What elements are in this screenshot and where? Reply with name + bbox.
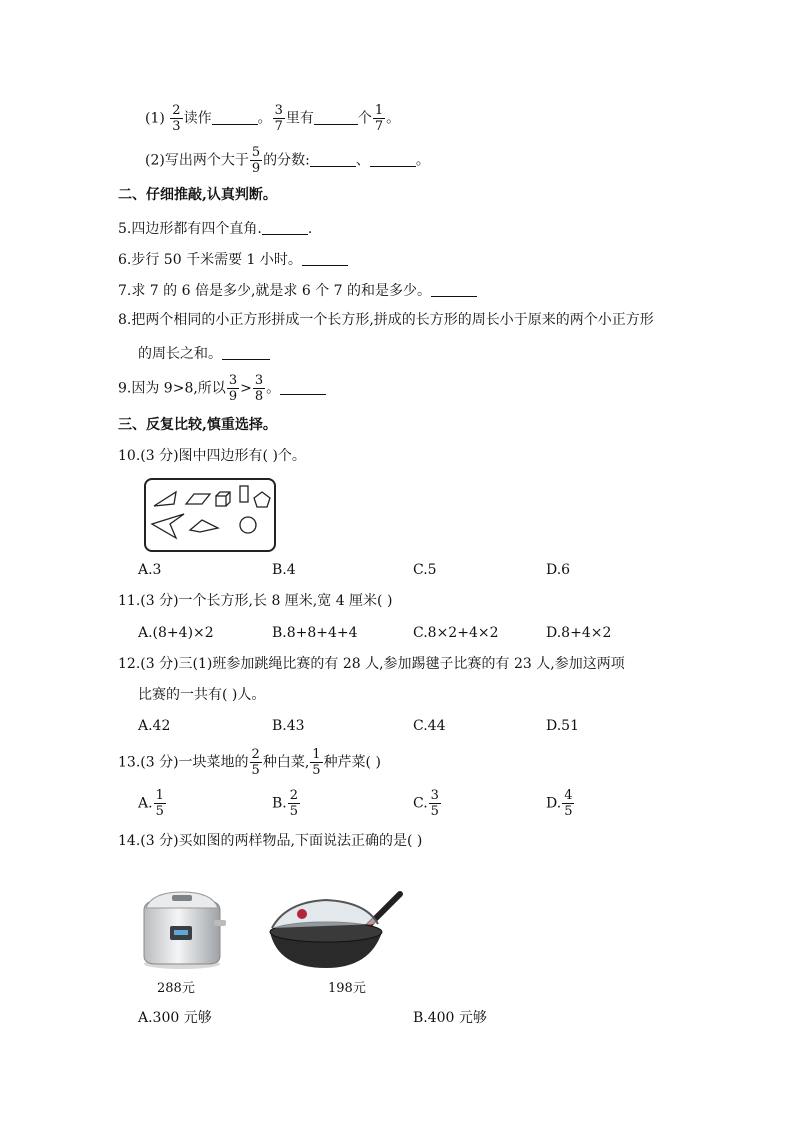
q11-option-b[interactable]: B.8+8+4+4 (272, 625, 358, 641)
question-9: 9.因为 9>8,所以 $\frac{3}{9}$ > $\frac{3}{8}$ 。 (118, 374, 326, 403)
question-14-stem: 14.(3 分)买如图的两样物品,下面说法正确的是( ) (118, 833, 423, 849)
parallelogram-shape (186, 494, 210, 504)
answer-blank[interactable] (262, 220, 308, 235)
concave-quadrilateral-shape (152, 514, 184, 538)
wok-price: 198元 (328, 981, 366, 996)
answer-blank[interactable] (280, 380, 326, 395)
fraction-3-7: $\frac{3}{7}$ (274, 103, 283, 134)
answer-blank[interactable] (370, 152, 416, 167)
fraction-2-5: $\frac{2}{5}$ (251, 747, 260, 778)
answer-blank[interactable] (302, 251, 348, 266)
answer-blank[interactable] (222, 345, 270, 360)
q13-option-d[interactable]: D. $\frac{4}{5}$ (546, 788, 573, 819)
rice-cooker-image (136, 886, 228, 972)
answer-blank[interactable] (310, 152, 356, 167)
q11-option-c[interactable]: C.8×2+4×2 (413, 625, 499, 641)
q13-option-b[interactable]: B. $\frac{2}{5}$ (272, 788, 299, 819)
q12-option-d[interactable]: D.51 (546, 718, 579, 734)
pentagon-shape (254, 492, 270, 507)
q11-option-a[interactable]: A.(8+4)×2 (138, 625, 214, 641)
q12-option-c[interactable]: C.44 (413, 718, 446, 734)
question-6: 6.步行 50 千米需要 1 小时。 (118, 251, 348, 267)
answer-blank[interactable] (212, 110, 258, 125)
q13-option-a[interactable]: A. $\frac{1}{5}$ (138, 788, 164, 819)
fraction-3-9: $\frac{3}{9}$ (228, 373, 238, 404)
fraction-3-8: $\frac{3}{8}$ (254, 373, 264, 404)
trapezoid-shape (190, 520, 218, 532)
section-2-heading: 二、仔细推敲,认真判断。 (118, 187, 277, 203)
fraction-2-3: $\frac{2}{3}$ (172, 103, 181, 134)
q12-option-a[interactable]: A.42 (138, 718, 171, 734)
cube-shape (216, 492, 230, 506)
q14-option-b[interactable]: B.400 元够 (413, 1010, 487, 1026)
triangle-shape (154, 492, 176, 506)
question-10-stem: 10.(3 分)图中四边形有( )个。 (118, 448, 306, 464)
answer-blank[interactable] (431, 282, 477, 297)
rice-cooker-price: 288元 (157, 981, 195, 996)
question-8-line-1: 8.把两个相同的小正方形拼成一个长方形,拼成的长方形的周长小于原来的两个小正方形 (118, 312, 654, 328)
q13-option-c[interactable]: C. $\frac{3}{5}$ (413, 788, 439, 819)
circle-shape (240, 517, 256, 533)
shapes-figure (144, 478, 276, 552)
question-12-stem-line-1: 12.(3 分)三(1)班参加跳绳比赛的有 28 人,参加踢毽子比赛的有 23 人,参加这两项 (118, 656, 625, 672)
fraction-1-7: $\frac{1}{7}$ (374, 103, 384, 134)
question-2-line: (2)写出两个大于 $\frac{5}{9}$ 的分数: 、 。 (145, 145, 430, 176)
q10-option-c[interactable]: C.5 (413, 562, 437, 578)
question-8-line-2: 的周长之和。 (138, 345, 270, 361)
section-3-heading: 三、反复比较,慎重选择。 (118, 417, 277, 433)
q12-option-b[interactable]: B.43 (272, 718, 305, 734)
question-11-stem: 11.(3 分)一个长方形,长 8 厘米,宽 4 厘米( ) (118, 593, 393, 609)
shapes-svg (146, 480, 274, 550)
question-5: 5.四边形都有四个直角. . (118, 221, 313, 237)
q10-option-b[interactable]: B.4 (272, 562, 296, 578)
q14-option-a[interactable]: A.300 元够 (138, 1010, 212, 1026)
q10-option-a[interactable]: A.3 (138, 562, 162, 578)
fraction-5-9: $\frac{5}{9}$ (251, 145, 261, 176)
question-7: 7.求 7 的 6 倍是多少,就是求 6 个 7 的和是多少。 (118, 282, 477, 298)
answer-blank[interactable] (314, 110, 358, 125)
question-12-stem-line-2: 比赛的一共有( )人。 (138, 687, 266, 703)
fraction-1-5: $\frac{1}{5}$ (312, 747, 321, 778)
rectangle-shape (240, 486, 248, 502)
q10-option-d[interactable]: D.6 (546, 562, 571, 578)
question-1-line: (1) $\frac{2}{3}$ 读作 。 $\frac{3}{7}$ 里有 个 $\frac{1}{7}$ 。 (145, 103, 401, 134)
question-13-stem: 13.(3 分)一块菜地的 $\frac{2}{5}$ 种白菜, $\frac{1}{5}$ 种芹菜( ) (118, 747, 381, 778)
wok-image (266, 888, 404, 974)
q11-option-d[interactable]: D.8+4×2 (546, 625, 612, 641)
